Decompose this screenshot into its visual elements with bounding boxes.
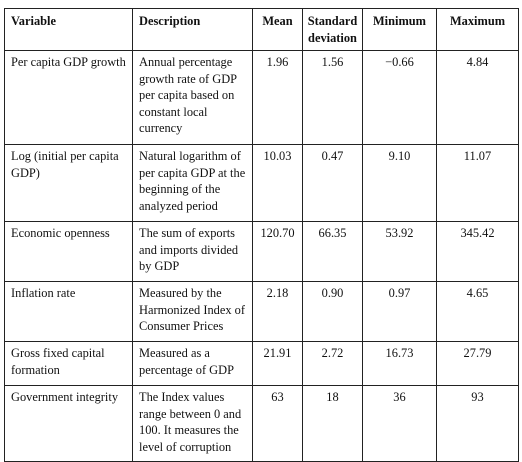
variables-table-container [4,8,518,462]
cell-standard-deviation: 0.47 [303,145,363,222]
table-row [5,282,519,342]
cell-mean: 120.70 [253,222,303,282]
cell-variable: Inflation rate [5,282,133,342]
header-minimum: Minimum [363,9,437,51]
table-row [5,222,519,282]
table-row [5,386,519,462]
header-standard-deviation: Standard deviation [303,9,363,51]
cell-standard-deviation: 18 [303,386,363,462]
header-mean: Mean [253,9,303,51]
cell-variable: Government integrity [5,386,133,462]
cell-mean: 2.18 [253,282,303,342]
cell-standard-deviation: 0.90 [303,282,363,342]
table-row [5,145,519,222]
table-row [5,51,519,145]
variables-table [4,8,519,462]
cell-standard-deviation: 66.35 [303,222,363,282]
cell-maximum: 4.84 [437,51,519,145]
cell-mean: 63 [253,386,303,462]
cell-variable: Per capita GDP growth [5,51,133,145]
cell-maximum: 27.79 [437,342,519,386]
table-header-row [5,9,519,51]
header-maximum: Maximum [437,9,519,51]
cell-maximum: 4.65 [437,282,519,342]
header-variable: Variable [5,9,133,51]
cell-mean: 10.03 [253,145,303,222]
table-row [5,342,519,386]
cell-minimum: 53.92 [363,222,437,282]
cell-mean: 1.96 [253,51,303,145]
cell-description: The Index values range between 0 and 100. It measures the level of corruption [133,386,253,462]
cell-description: Measured by the Harmonized Index of Consumer Prices [133,282,253,342]
header-description: Description [133,9,253,51]
cell-maximum: 11.07 [437,145,519,222]
cell-maximum: 345.42 [437,222,519,282]
cell-minimum: 36 [363,386,437,462]
cell-minimum: 16.73 [363,342,437,386]
cell-variable: Log (initial per capita GDP) [5,145,133,222]
cell-maximum: 93 [437,386,519,462]
cell-description: The sum of exports and imports divided by GDP [133,222,253,282]
cell-variable: Gross fixed capital formation [5,342,133,386]
cell-standard-deviation: 1.56 [303,51,363,145]
cell-minimum: 0.97 [363,282,437,342]
cell-minimum: 9.10 [363,145,437,222]
cell-variable: Economic openness [5,222,133,282]
cell-standard-deviation: 2.72 [303,342,363,386]
cell-mean: 21.91 [253,342,303,386]
cell-minimum: −0.66 [363,51,437,145]
cell-description: Natural logarithm of per capita GDP at the beginning of the analyzed period [133,145,253,222]
cell-description: Annual percentage growth rate of GDP per capita based on constant local currency [133,51,253,145]
cell-description: Measured as a percentage of GDP [133,342,253,386]
